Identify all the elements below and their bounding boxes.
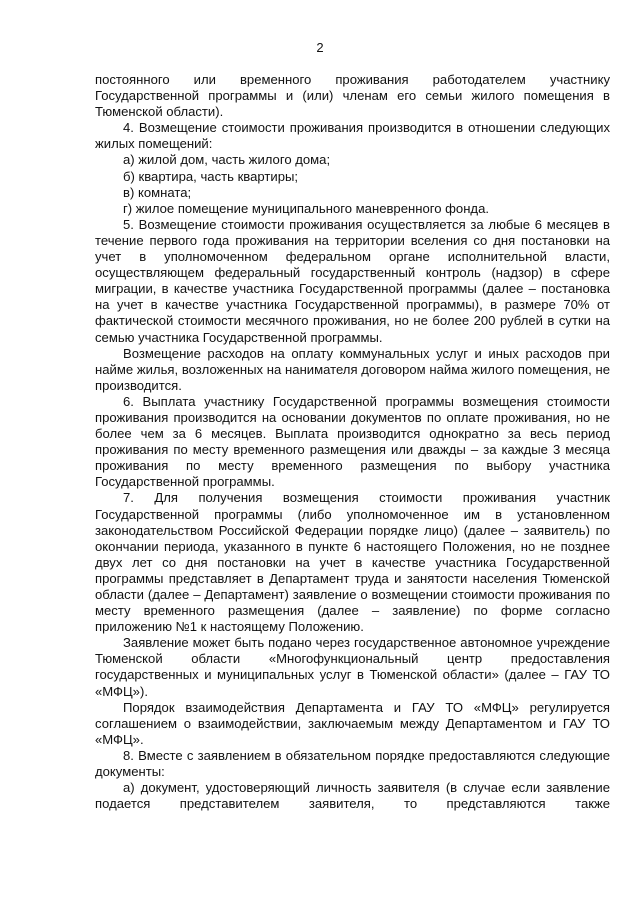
paragraph: 6. Выплата участнику Государственной программы возмещения стоимости проживания производится на основании документов по оплате проживания, но не более чем за 6 месяцев. Выплата производится однократно за весь период проживания по месту временного размещения или дважды – за каждые 3 месяца проживания по месту временного размещения по выбору участника Государственной программы.	[95, 393, 610, 490]
paragraph: а) жилой дом, часть жилого дома;	[123, 152, 331, 168]
paragraph: Заявление может быть подано через государственное автономное учреждение Тюменской области «Многофункциональный центр предоставления государственных и муниципальных услуг в Тюменской области» (далее – ГАУ ТО «МФЦ»).	[95, 635, 610, 699]
paragraph: 8. Вместе с заявлением в обязательном порядке предоставляются следующие документы:	[95, 747, 610, 780]
paragraph: 7. Для получения возмещения стоимости проживания участник Государственной программы (либо уполномоченное им в установленном законодательством Российской Федерации порядке лицо) (далее – заявитель) по окончании периода, указанного в пункте 6 настоящего Положения, но не позднее двух лет со дня постановки на учет в качестве участника Государственной программы представляет в Департамент труда и занятости населения Тюменской области (далее – Департамент) заявление о возмещении стоимости проживания по месту временного размещения (далее – заявление) по форме согласно приложению №1 к настоящему Положению.	[95, 490, 610, 635]
paragraph: г) жилое помещение муниципального маневренного фонда.	[123, 200, 489, 216]
paragraph: постоянного или временного проживания работодателем участнику Государственной программы и (или) членам его семьи жилого помещения в Тюменской области).	[95, 72, 610, 120]
paragraph: Возмещение расходов на оплату коммунальных услуг и иных расходов при найме жилья, возложенных на нанимателя договором найма жилого помещения, не производится.	[95, 345, 610, 393]
paragraph: 5. Возмещение стоимости проживания осуществляется за любые 6 месяцев в течение первого года проживания на территории вселения со дня постановки на учет в уполномоченном федеральном органе исполнительной власти, осуществляющем федеральный государственный контроль (надзор) в сфере миграции, в качестве участника Государственной программы (далее – постановка на учет в качестве участника Государственной программы), в размере 70% от фактической стоимости месячного проживания, но не более 200 рублей в сутки на семью участника Государственной программы.	[95, 216, 610, 345]
paragraph: б) квартира, часть квартиры;	[123, 168, 299, 184]
document-body	[95, 72, 610, 812]
paragraph: 4. Возмещение стоимости проживания производится в отношении следующих жилых помещений:	[95, 120, 610, 152]
page-number: 2	[316, 40, 324, 55]
paragraph: а) документ, удостоверяющий личность заявителя (в случае если заявление подается представителем заявителя, то представляются также	[95, 780, 610, 812]
paragraph: Порядок взаимодействия Департамента и ГАУ ТО «МФЦ» регулируется соглашением о взаимодействии, заключаемым между Департаментом и ГАУ ТО «МФЦ».	[95, 699, 610, 747]
paragraph: в) комната;	[123, 184, 192, 200]
